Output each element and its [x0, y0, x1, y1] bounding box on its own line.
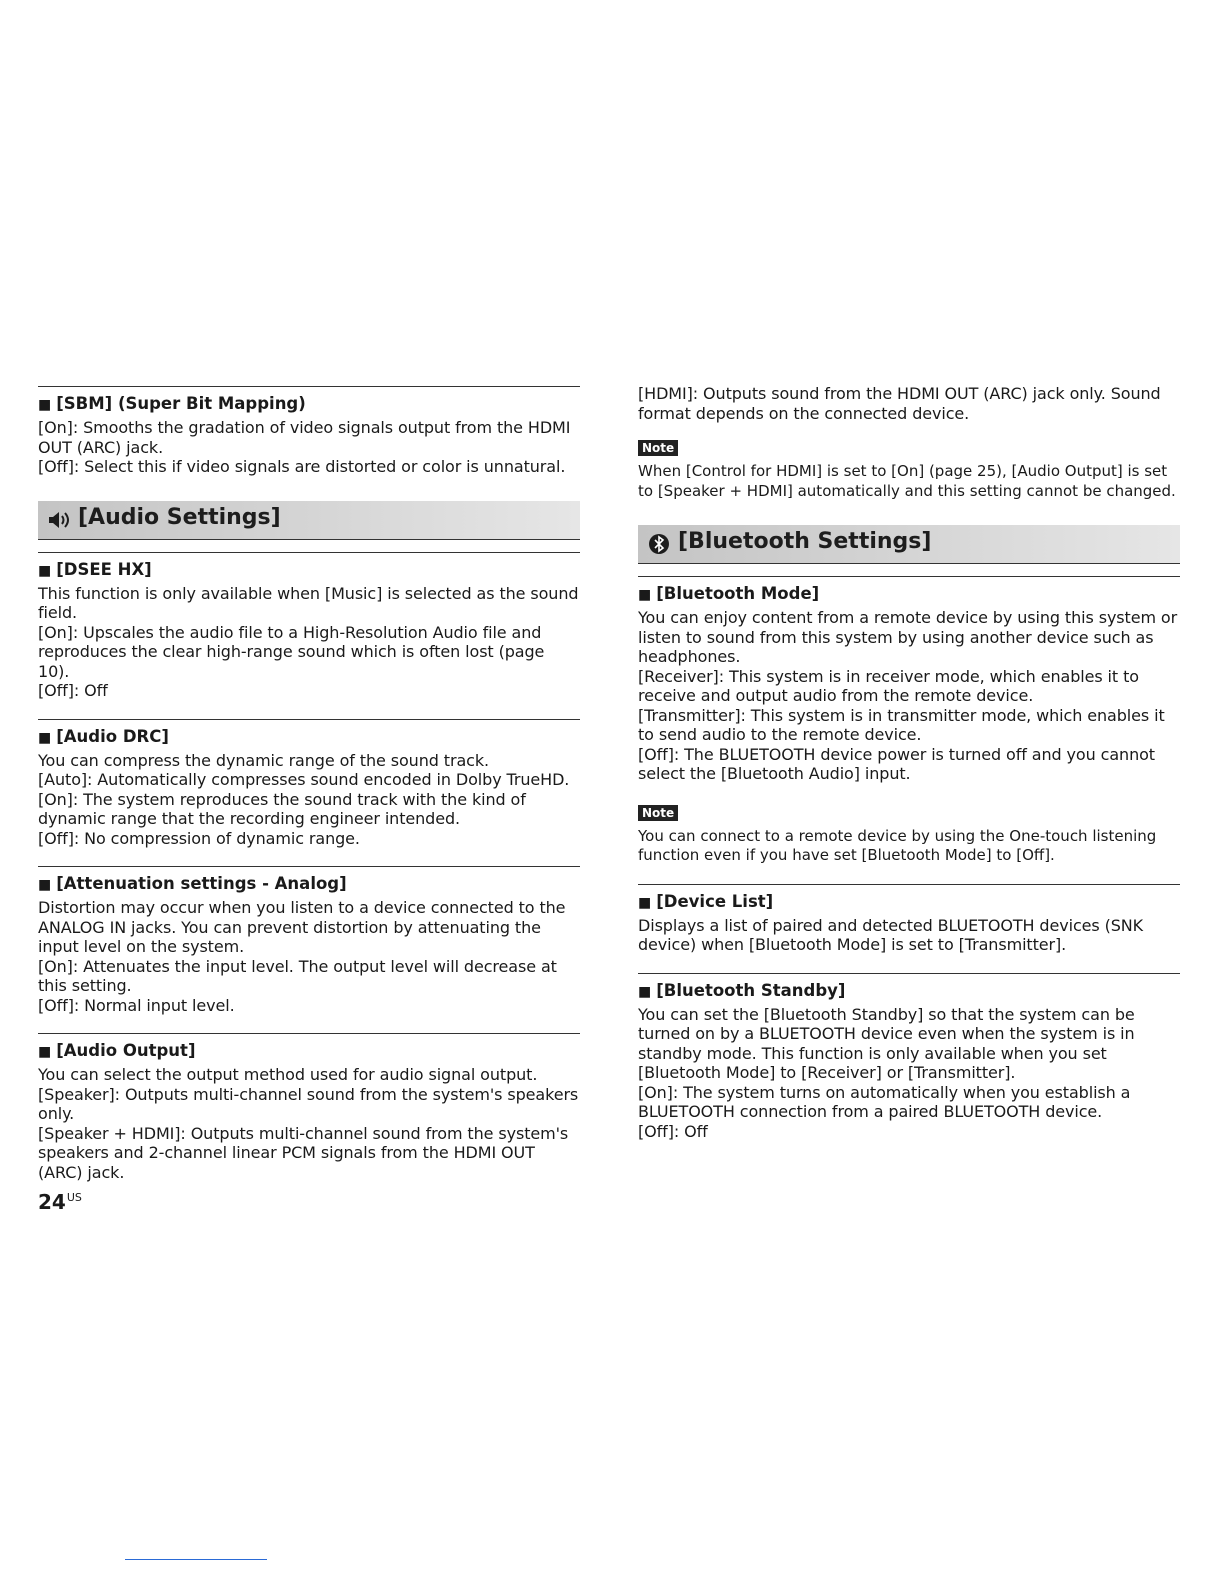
option-off: [Off]: No compression of dynamic range.: [38, 828, 360, 848]
option-auto: [Auto]: Automatically compresses sound encoded in Dolby TrueHD.: [38, 770, 570, 789]
option-off: [Off]: Off: [638, 1121, 708, 1141]
setting-audio-output: [38, 1033, 580, 1182]
right-column: [638, 384, 1180, 1159]
setting-title: ■ [Attenuation settings - Analog]: [38, 874, 347, 893]
option-hdmi: [HDMI]: Outputs sound from the HDMI OUT (ARC) jack only. Sound format depends on the connected device.: [638, 384, 1161, 423]
option-off: [Off]: The BLUETOOTH device power is turned off and you cannot select the [Bluetooth Audio] input.: [638, 744, 1155, 783]
option-receiver: [Receiver]: This system is in receiver mode, which enables it to receive and output audio from the remote device.: [638, 666, 1139, 705]
setting-bluetooth-mode: [638, 576, 1180, 784]
square-bullet-icon: ■: [38, 729, 52, 746]
option-off: [Off]: Select this if video signals are distorted or color is unnatural.: [38, 457, 566, 476]
note-text: You can connect to a remote device by using the One-touch listening function even if you have set [Bluetooth Mode] to [Off].: [638, 826, 1157, 864]
description: Distortion may occur when you listen to a device connected to the ANALOG IN jacks. You can prevent distortion by attenuating the input level on the system.: [38, 898, 566, 956]
bluetooth-settings-header: [638, 525, 1180, 564]
setting-attenuation: [38, 866, 580, 1015]
note-box: [638, 802, 1180, 866]
square-bullet-icon: ■: [38, 877, 52, 893]
section-title: [Bluetooth Settings]: [678, 529, 932, 554]
description: You can set the [Bluetooth Standby] so that the system can be turned on by a BLUETOOTH device even when the system is in standby mode. This function is only available when you set [Bluetooth Mode] to [Receiver] or [Transmitter].: [638, 1004, 1135, 1082]
footer-divider: [125, 1559, 267, 1560]
setting-title: ■ [Bluetooth Standby]: [638, 980, 846, 1000]
square-bullet-icon: ■: [38, 1044, 52, 1060]
option-transmitter: [Transmitter]: This system is in transmitter mode, which enables it to send audio to the remote device.: [638, 705, 1165, 744]
option-off: [Off]: Off: [38, 681, 108, 700]
description: Displays a list of paired and detected BLUETOOTH devices (SNK device) when [Bluetooth Mode] is set to [Transmitter].: [638, 915, 1144, 954]
left-column: [38, 386, 580, 1200]
note-badge: Note: [638, 440, 678, 456]
description: You can enjoy content from a remote device by using this system or listen to sound from this system by using another device such as headphones.: [638, 608, 1178, 666]
square-bullet-icon: ■: [38, 562, 52, 579]
section-title: [Audio Settings]: [78, 504, 281, 530]
square-bullet-icon: ■: [638, 894, 652, 911]
option-speaker: [Speaker]: Outputs multi-channel sound from the system's speakers only.: [38, 1084, 579, 1123]
description: You can select the output method used for audio signal output.: [38, 1065, 538, 1084]
option-on: [On]: The system turns on automatically when you establish a BLUETOOTH connection from a paired BLUETOOTH device.: [638, 1082, 1131, 1121]
bluetooth-icon: [646, 533, 672, 555]
setting-sbm: [38, 386, 580, 477]
note-text: When [Control for HDMI] is set to [On] (page 25), [Audio Output] is set to [Speaker + HDMI] automatically and this setting cannot be changed.: [638, 462, 1176, 500]
setting-title: ■ [SBM] (Super Bit Mapping): [38, 394, 306, 413]
setting-dsee-hx: [38, 552, 580, 701]
page-number: $24^{US}$: [38, 1190, 82, 1214]
note-box: [638, 437, 1180, 501]
square-bullet-icon: ■: [38, 397, 52, 413]
setting-device-list: [638, 884, 1180, 955]
square-bullet-icon: ■: [638, 587, 652, 603]
setting-title: ■ [Audio Output]: [38, 1041, 196, 1060]
description: You can compress the dynamic range of the sound track.: [38, 750, 489, 770]
option-on: [On]: Upscales the audio file to a High-Resolution Audio file and reproduces the clear high-range sound which is often lost (page 10).: [38, 622, 545, 681]
option-on: [On]: Attenuates the input level. The output level will decrease at this setting.: [38, 956, 557, 995]
audio-settings-header: [38, 501, 580, 540]
speaker-wave-icon: [46, 509, 72, 531]
setting-bluetooth-standby: [638, 973, 1180, 1142]
setting-title: ■ [DSEE HX]: [38, 559, 152, 579]
setting-title: ■ [Bluetooth Mode]: [638, 584, 820, 603]
setting-title: ■ [Audio DRC]: [38, 726, 169, 746]
note-badge: Note: [638, 805, 678, 821]
option-off: [Off]: Normal input level.: [38, 995, 235, 1015]
setting-audio-drc: [38, 719, 580, 849]
description: This function is only available when [Music] is selected as the sound field.: [38, 583, 579, 622]
option-on: [On]: The system reproduces the sound track with the kind of dynamic range that the recording engineer intended.: [38, 789, 526, 828]
option-speaker-hdmi: [Speaker + HDMI]: Outputs multi-channel sound from the system's speakers and 2-channel linear PCM signals from the HDMI OUT (ARC) jack.: [38, 1123, 569, 1182]
page-suffix: US: [66, 1191, 82, 1204]
setting-title: ■ [Device List]: [638, 891, 774, 911]
option-on: [On]: Smooths the gradation of video signals output from the HDMI OUT (ARC) jack.: [38, 418, 571, 457]
square-bullet-icon: ■: [638, 983, 652, 1000]
